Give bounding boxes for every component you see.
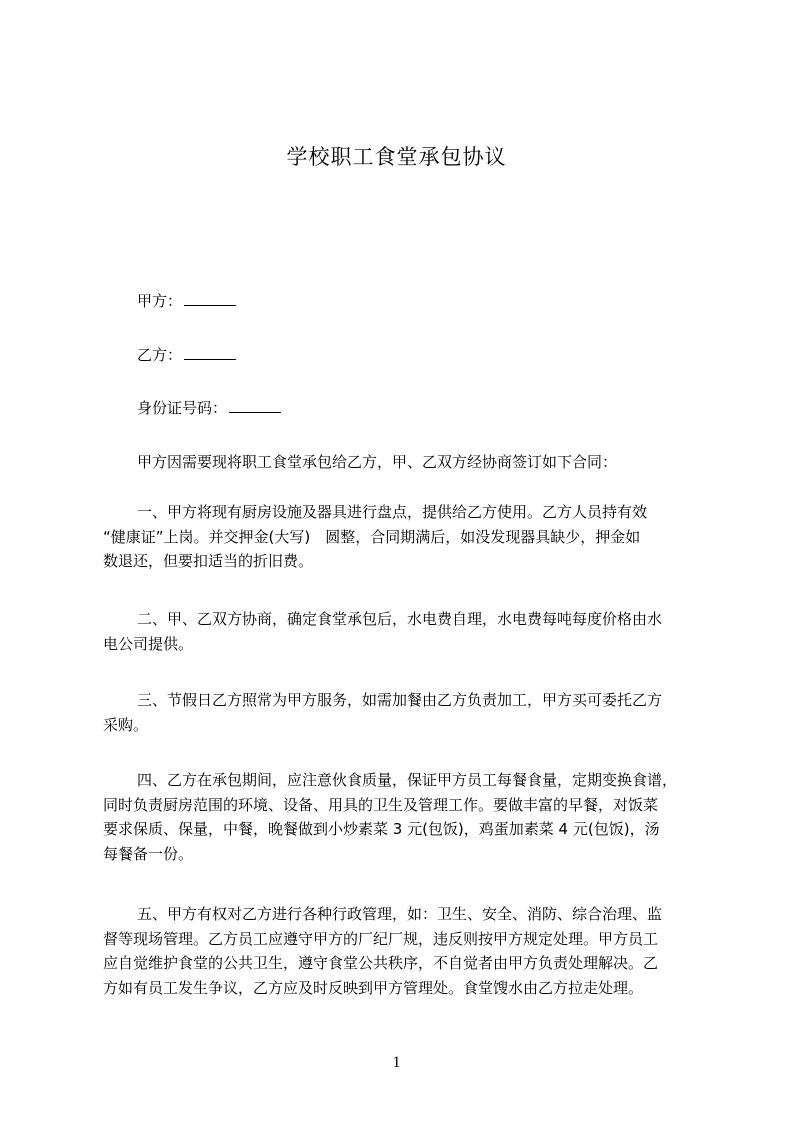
clause-2 [103,607,723,656]
document-title: 学校职工食堂承包协议 [286,145,507,169]
clause-4-line-3: 要求保质、保量，中餐，晚餐做到小炒素菜 3 元(包饭)，鸡蛋加素菜 4 元(包饭)，汤 [103,820,660,838]
clause-3-line-2: 采购。 [103,715,149,734]
clause-4-line-2: 同时负责厨房范围的环境、设备、用具的卫生及管理工作。要做丰富的早餐，对饭菜 [103,795,659,814]
clause-4-line-1: 四、乙方在承包期间，应注意伙食质量，保证甲方员工每餐食量，定期变换食谱， [137,771,678,789]
clause-5-line-1: 五、甲方有权对乙方进行各种行政管理，如：卫生、安全、消防、综合治理、监 [137,905,663,923]
clause-2-line-1: 二、甲、乙双方协商，确定食堂承包后，水电费自理，水电费每吨每度价格由水 [137,610,663,628]
clause-5-line-4: 方如有员工发生争议，乙方应及时反映到甲方管理处。食堂馊水由乙方拉走处理。 [103,978,644,997]
clause-5-line-2: 督等现场管理。乙方员工应遵守甲方的厂纪厂规，违反则按甲方规定处理。甲方员工 [103,929,659,948]
party-b-label: 乙方： [137,346,183,364]
clause-2-line-2: 电公司提供。 [103,634,194,653]
clause-4 [103,768,723,866]
clause-1 [103,500,723,574]
clause-4-line-4: 每餐备一份。 [103,844,194,863]
clause-1-line-2: “健康证”上岗。并交押金(大写) 圆整，合同期满后，如没发现器具缺少，押金如 [103,527,641,546]
id-number-field [137,398,281,418]
clause-5-line-3: 应自觉维护食堂的公共卫生，遵守食堂公共秩序，不自觉者由甲方负责处理解决。乙 [103,954,659,972]
party-a-field [137,291,236,311]
id-number-blank [229,398,281,413]
clause-3-line-1: 三、节假日乙方照常为甲方服务，如需加餐由乙方负责加工，甲方买可委托乙方 [137,691,663,709]
clause-3 [103,688,723,737]
party-a-blank [184,291,236,306]
id-number-label: 身份证号码： [137,399,228,417]
clause-1-line-1: 一、甲方将现有厨房设施及器具进行盘点，提供给乙方使用。乙方人员持有效 [137,503,648,521]
party-b-field [137,345,236,365]
clause-1-line-3: 数退还，但要扣适当的折旧费。 [103,552,314,570]
party-b-blank [184,345,236,360]
party-a-label: 甲方： [137,292,183,310]
clause-5 [103,902,723,1000]
page-number: 1 [392,1054,401,1071]
intro-paragraph: 甲方因需要现将职工食堂承包给乙方，甲、乙双方经协商签订如下合同： [137,453,618,471]
